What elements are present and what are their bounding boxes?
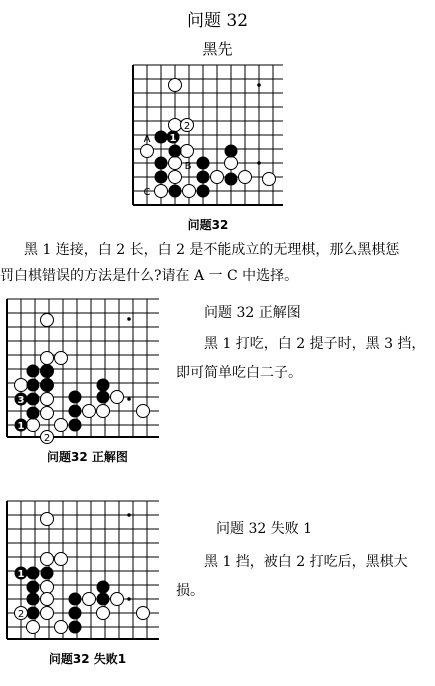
solution-text-line1: 黑 1 打吃，白 2 提子时，黑 3 挡， — [204, 336, 426, 352]
failure-text-line2: 损。 — [176, 583, 204, 599]
move-number: 2 — [183, 121, 191, 132]
page-subtitle: 黑先 — [202, 40, 233, 58]
problem-text-line2: 罚白棋错误的方法是什么?请在 A 一 C 中选择。 — [0, 268, 299, 284]
solution-heading: 问题 32 正解图 — [204, 305, 301, 321]
point-label: B — [184, 161, 192, 172]
move-number: 3 — [17, 395, 25, 406]
problem-text-line1: 黑 1 连接，白 2 长，白 2 是不能成立的无理棋，那么黑棋惩 — [24, 242, 400, 258]
solution-text-line2: 即可简单吃白二子。 — [176, 365, 302, 381]
move-number: 2 — [43, 433, 51, 444]
point-label: C — [143, 187, 151, 198]
point-label: A — [143, 134, 151, 145]
problem-caption: 问题32 — [187, 218, 229, 232]
move-number: 1 — [17, 421, 25, 432]
failure-caption: 问题32 失败1 — [48, 652, 127, 666]
solution-caption: 问题32 正解图 — [47, 450, 128, 464]
failure-heading: 问题 32 失败 1 — [216, 521, 313, 537]
failure-text-line1: 黑 1 挡，被白 2 打吃后，黑棋大 — [204, 554, 408, 570]
failure-board — [2, 498, 164, 646]
move-number: 1 — [169, 133, 177, 144]
problem-board — [128, 62, 288, 212]
solution-board — [2, 296, 164, 446]
move-number: 1 — [17, 569, 25, 580]
page-title: 问题 32 — [186, 11, 249, 31]
move-number: 2 — [17, 609, 25, 620]
